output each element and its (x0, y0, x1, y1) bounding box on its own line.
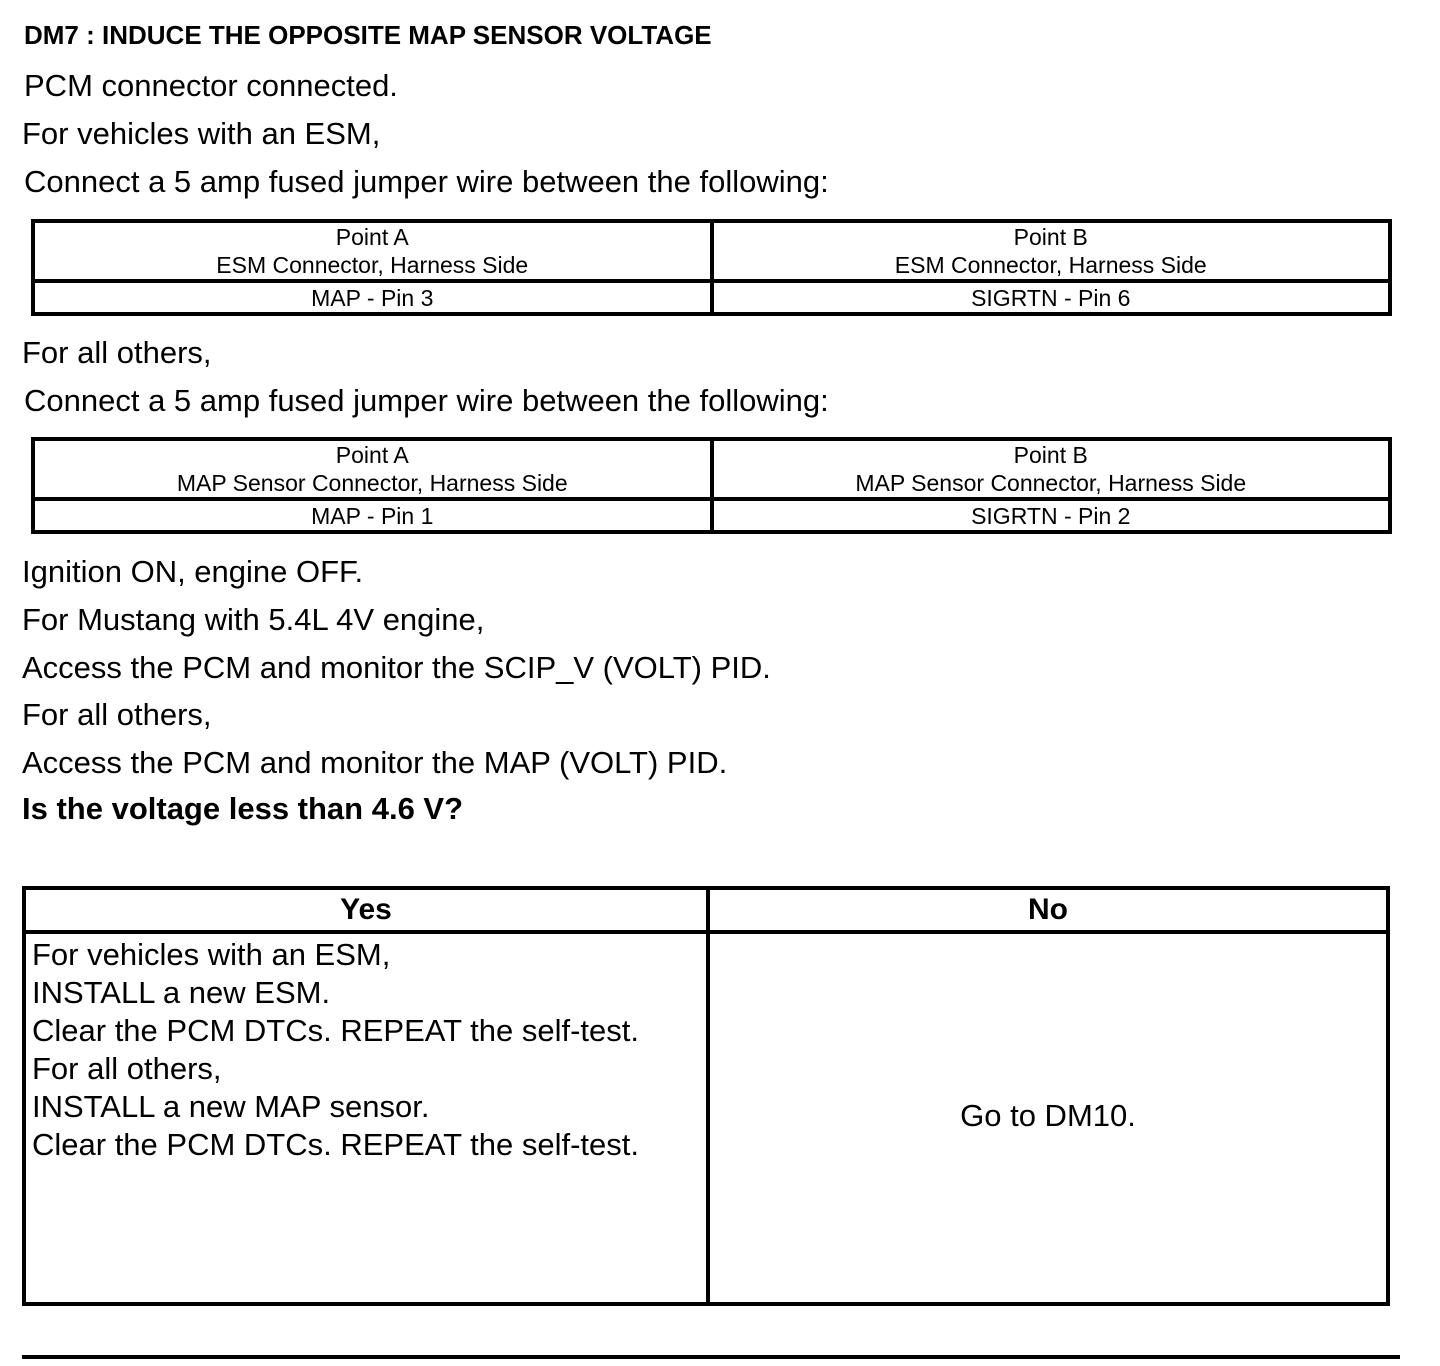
others-line: For all others, (22, 335, 212, 370)
point-b-connector: MAP Sensor Connector, Harness Side (855, 470, 1247, 496)
point-a-pin: MAP - Pin 3 (33, 281, 712, 314)
point-b-connector: ESM Connector, Harness Side (894, 252, 1207, 278)
step-line: For all others, (22, 697, 212, 732)
others-line: Connect a 5 amp fused jumper wire between the following: (24, 383, 829, 418)
others-jumper-table (31, 437, 1392, 534)
step-line: Access the PCM and monitor the SCIP_V (VOLT) PID. (22, 650, 771, 685)
point-a-label: Point A (335, 224, 409, 250)
bottom-divider (22, 1355, 1400, 1359)
esm-jumper-table (31, 219, 1392, 316)
intro-line: Connect a 5 amp fused jumper wire between the following: (24, 164, 829, 199)
step-line: For Mustang with 5.4L 4V engine, (22, 602, 485, 637)
yes-line: INSTALL a new MAP sensor. (32, 1089, 430, 1124)
page-title: DM7 : INDUCE THE OPPOSITE MAP SENSOR VOLTAGE (24, 20, 712, 50)
point-a-header (33, 221, 712, 281)
point-b-label: Point B (1013, 442, 1088, 468)
point-a-header (33, 439, 712, 499)
no-header: No (708, 888, 1388, 932)
point-b-pin: SIGRTN - Pin 2 (712, 499, 1391, 532)
no-cell: Go to DM10. (708, 932, 1388, 1304)
point-a-pin: MAP - Pin 1 (33, 499, 712, 532)
yes-line: INSTALL a new ESM. (32, 975, 331, 1010)
yes-line: For all others, (32, 1051, 222, 1086)
intro-line: For vehicles with an ESM, (22, 116, 381, 151)
point-b-header (712, 439, 1391, 499)
yes-cell (24, 932, 708, 1304)
step-line: Access the PCM and monitor the MAP (VOLT) PID. (22, 745, 728, 780)
question: Is the voltage less than 4.6 V? (22, 791, 464, 826)
intro-line: PCM connector connected. (24, 68, 398, 103)
point-b-header (712, 221, 1391, 281)
step-line: Ignition ON, engine OFF. (22, 554, 364, 589)
yes-line: Clear the PCM DTCs. REPEAT the self-test. (32, 1013, 639, 1048)
yes-header: Yes (24, 888, 708, 932)
yes-line: Clear the PCM DTCs. REPEAT the self-test. (32, 1127, 639, 1162)
point-a-label: Point A (335, 442, 409, 468)
point-b-label: Point B (1013, 224, 1088, 250)
result-table (22, 886, 1390, 1306)
yes-line: For vehicles with an ESM, (32, 937, 391, 972)
point-a-connector: ESM Connector, Harness Side (216, 252, 529, 278)
point-a-connector: MAP Sensor Connector, Harness Side (176, 470, 568, 496)
point-b-pin: SIGRTN - Pin 6 (712, 281, 1391, 314)
